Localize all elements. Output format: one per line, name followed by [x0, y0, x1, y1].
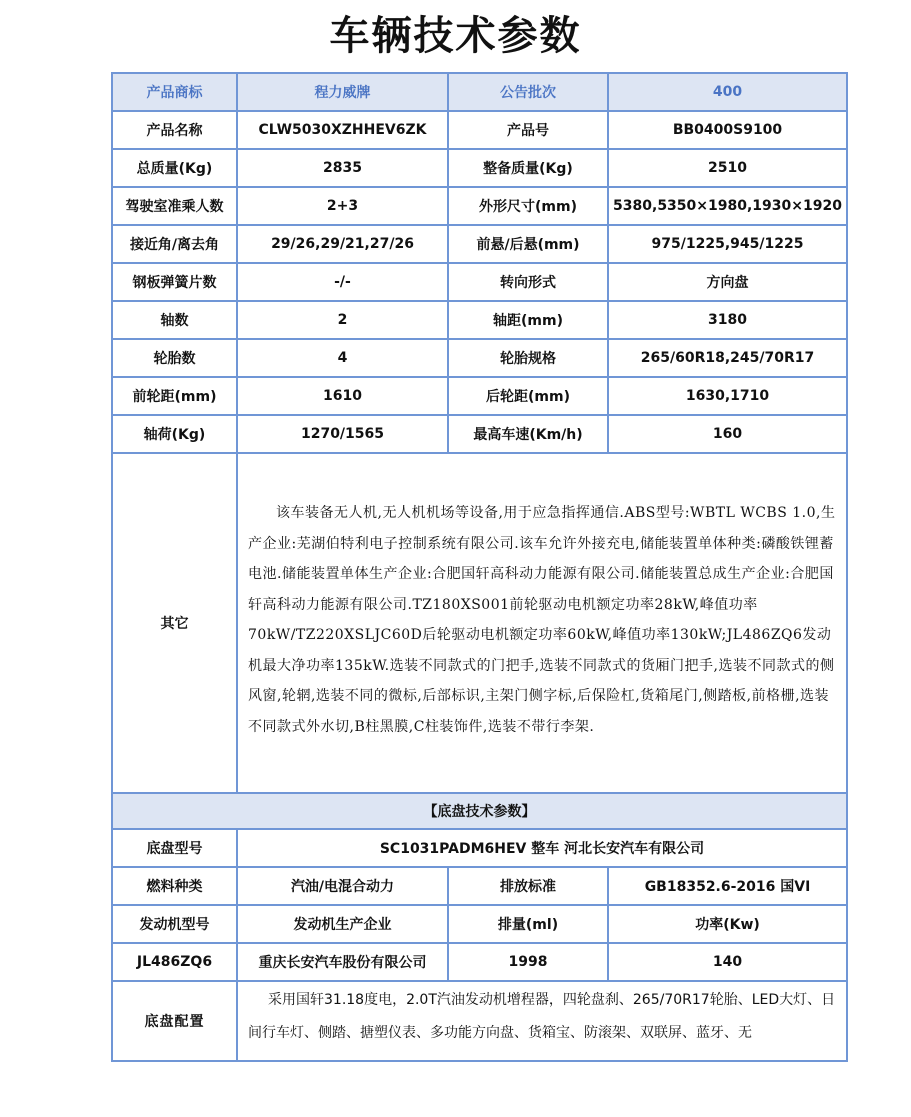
spec-row: [112, 415, 847, 453]
displacement-value: 1998: [448, 943, 608, 981]
engine-maker-value: 重庆长安汽车股份有限公司: [237, 943, 448, 981]
chassis-model-value: SC1031PADM6HEV 整车 河北长安汽车有限公司: [237, 829, 847, 867]
spec-label: 产品名称: [112, 111, 237, 149]
spec-label: 钢板弹簧片数: [112, 263, 237, 301]
spec-row: [112, 225, 847, 263]
spec-value: 2835: [237, 149, 448, 187]
spec-value: 160: [608, 415, 847, 453]
batch-label: 公告批次: [448, 73, 608, 111]
spec-label: 轴荷(Kg): [112, 415, 237, 453]
spec-value: 4: [237, 339, 448, 377]
chassis-config-row: [112, 981, 847, 1061]
fuel-value: 汽油/电混合动力: [237, 867, 448, 905]
spec-value: 5380,5350×1980,1930×1920: [608, 187, 847, 225]
spec-label: 轮胎数: [112, 339, 237, 377]
page-title: 车辆技术参数: [329, 13, 582, 59]
spec-label: 前悬/后悬(mm): [448, 225, 608, 263]
spec-label: 驾驶室准乘人数: [112, 187, 237, 225]
emission-label: 排放标准: [448, 867, 608, 905]
spec-value: 975/1225,945/1225: [608, 225, 847, 263]
fuel-row: [112, 867, 847, 905]
spec-row: [112, 149, 847, 187]
spec-value: CLW5030XZHHEV6ZK: [237, 111, 448, 149]
emission-value: GB18352.6-2016 国VI: [608, 867, 847, 905]
spec-row: [112, 339, 847, 377]
spec-value: BB0400S9100: [608, 111, 847, 149]
brand-value: 程力威牌: [237, 73, 448, 111]
chassis-config-text: 采用国轩31.18度电，2.0T汽油发动机增程器，四轮盘刹、265/70R17轮胎、LED大灯、日间行车灯、侧踏、搪塑仪表、多功能方向盘、货箱宝、防滚架、双联屏、蓝牙、无: [237, 981, 847, 1061]
engine-maker-label: 发动机生产企业: [237, 905, 448, 943]
chassis-section-title: 【底盘技术参数】: [112, 793, 847, 829]
spec-value: 29/26,29/21,27/26: [237, 225, 448, 263]
power-value: 140: [608, 943, 847, 981]
spec-value: 1610: [237, 377, 448, 415]
spec-value: 2: [237, 301, 448, 339]
header-row: [112, 73, 847, 111]
engine-value-row: [112, 943, 847, 981]
spec-value: 方向盘: [608, 263, 847, 301]
spec-label: 整备质量(Kg): [448, 149, 608, 187]
spec-label: 轴距(mm): [448, 301, 608, 339]
spec-label: 前轮距(mm): [112, 377, 237, 415]
batch-value: 400: [608, 73, 847, 111]
spec-label: 转向形式: [448, 263, 608, 301]
spec-label: 轮胎规格: [448, 339, 608, 377]
spec-row: [112, 377, 847, 415]
spec-value: 2510: [608, 149, 847, 187]
spec-table: [111, 72, 848, 1062]
spec-row: [112, 263, 847, 301]
fuel-label: 燃料种类: [112, 867, 237, 905]
other-label: 其它: [112, 453, 237, 793]
spec-value: 1630,1710: [608, 377, 847, 415]
spec-row: [112, 301, 847, 339]
spec-label: 外形尺寸(mm): [448, 187, 608, 225]
spec-label: 总质量(Kg): [112, 149, 237, 187]
spec-label: 最高车速(Km/h): [448, 415, 608, 453]
spec-label: 后轮距(mm): [448, 377, 608, 415]
spec-row: [112, 111, 847, 149]
power-label: 功率(Kw): [608, 905, 847, 943]
engine-header-row: [112, 905, 847, 943]
spec-value: 2+3: [237, 187, 448, 225]
displacement-label: 排量(ml): [448, 905, 608, 943]
chassis-config-label: 底盘配置: [112, 981, 237, 1061]
spec-label: 接近角/离去角: [112, 225, 237, 263]
spec-value: -/-: [237, 263, 448, 301]
spec-label: 产品号: [448, 111, 608, 149]
spec-value: 1270/1565: [237, 415, 448, 453]
spec-value: 265/60R18,245/70R17: [608, 339, 847, 377]
brand-label: 产品商标: [112, 73, 237, 111]
spec-label: 轴数: [112, 301, 237, 339]
chassis-section-row: [112, 793, 847, 829]
chassis-model-label: 底盘型号: [112, 829, 237, 867]
engine-model-value: JL486ZQ6: [112, 943, 237, 981]
spec-value: 3180: [608, 301, 847, 339]
other-text: 该车装备无人机,无人机机场等设备,用于应急指挥通信.ABS型号:WBTL WCBS 1.0,生产企业:芜湖伯特利电子控制系统有限公司.该车允许外接充电,储能装置单体种类:磷酸铁锂蓄电池.储能装置单体生产企业:合肥国轩高科动力能源有限公司.储能装置总成生产企业:合肥国轩高科动力能源有限公司.TZ180XS001前轮驱动电机额定功率28kW,峰值功率70kW/TZ220XSLJC60D后轮驱动电机额定功率60kW,峰值功率130kW;JL486ZQ6发动机最大净功率135kW.选装不同款式的门把手,选装不同款式的货厢门把手,选装不同款式的侧风窗,轮辋,选装不同的微标,后部标识,主架门侧字标,后保险杠,货箱尾门,侧踏板,前格栅,选装不同款式外水切,B柱黑膜,C柱装饰件,选装不带行李架.: [237, 453, 847, 793]
other-row: [112, 453, 847, 793]
engine-model-label: 发动机型号: [112, 905, 237, 943]
spec-row: [112, 187, 847, 225]
chassis-model-row: [112, 829, 847, 867]
